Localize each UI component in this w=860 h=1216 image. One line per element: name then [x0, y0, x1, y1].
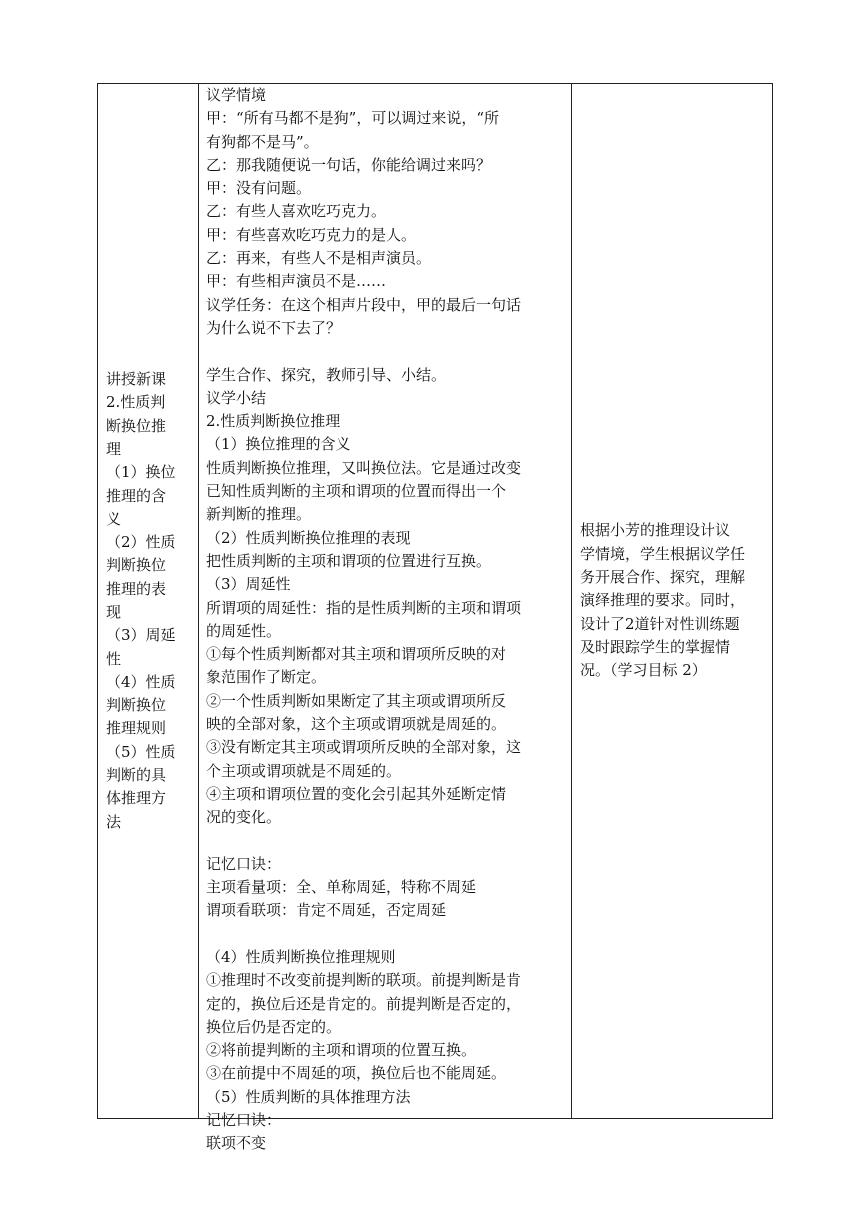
- content-line: ②一个性质判断如果断定了其主项或谓项所反: [206, 691, 507, 710]
- blank-line: [206, 830, 566, 853]
- content-line: 甲：有些相声演员不是……: [206, 272, 387, 291]
- section-outline-cell: [98, 84, 199, 1118]
- content-line: 有狗都不是马”。: [206, 132, 319, 151]
- content-line: 议学情境: [206, 86, 267, 104]
- outline-line: 现: [106, 603, 122, 621]
- content-line: （2）性质判断换位推理的表现: [206, 528, 411, 547]
- content-line: （5）性质判断的具体推理方法: [206, 1087, 411, 1106]
- content-line: 乙：有些人喜欢吃巧克力。: [206, 202, 387, 221]
- outline-line: 推理规则: [106, 719, 167, 738]
- intent-line: 设计了2道针对性训练题: [580, 614, 740, 633]
- content-line: ④主项和谓项位置的变化会引起其外延断定情: [206, 784, 507, 803]
- intent-line: 根据小芳的推理设计议: [580, 521, 731, 540]
- content-line: 2.性质判断换位推理: [206, 412, 341, 431]
- outline-line: （3）周延: [106, 626, 176, 645]
- content-line: 乙：那我随便说一句话，你能给调过来吗？: [206, 155, 492, 174]
- content-line: ②将前提判断的主项和谓项的位置互换。: [206, 1041, 477, 1060]
- content-line: 学生合作、探究，教师引导、小结。: [206, 365, 447, 384]
- outline-line: 推理的表: [106, 579, 167, 598]
- section-outline-text: [106, 368, 195, 834]
- content-line: 为什么说不下去了？: [206, 318, 342, 337]
- intent-line: 务开展合作、探究，理解: [580, 568, 746, 587]
- content-line: 议学任务：在这个相声片段中，甲的最后一句话: [206, 295, 522, 314]
- blank-line: [206, 340, 566, 363]
- content-line: 甲：没有问题。: [206, 179, 312, 198]
- outline-line: （5）性质: [106, 742, 176, 761]
- content-line: 定的，换位后还是肯定的。前提判断是否定的，: [206, 994, 522, 1013]
- content-line: 象范围作了断定。: [206, 668, 327, 687]
- content-line: 主项看量项：全、单称周延，特称不周延: [206, 878, 477, 897]
- content-line: 议学小结: [206, 388, 267, 407]
- content-line: 乙：再来，有些人不是相声演员。: [206, 249, 432, 268]
- design-intent-text: [580, 519, 766, 682]
- outline-line: 义: [106, 509, 122, 528]
- outline-line: 理: [106, 439, 122, 458]
- outline-line: 2.性质判: [106, 393, 166, 412]
- outline-line: （4）性质: [106, 672, 176, 691]
- lesson-table: [97, 83, 773, 1153]
- content-line: 甲：“所有马都不是狗”，可以调过来说，“所: [206, 109, 500, 128]
- outline-line: 断换位推: [106, 416, 167, 435]
- content-line: ③在前提中不周延的项，换位后也不能周延。: [206, 1064, 507, 1083]
- content-line: 性质判断换位推理，又叫换位法。它是通过改变: [206, 458, 522, 477]
- content-line: 的周延性。: [206, 621, 282, 640]
- content-line: （1）换位推理的含义: [206, 435, 351, 454]
- outline-line: 性: [106, 649, 122, 668]
- content-line: 记忆口诀：: [206, 854, 282, 873]
- outline-line: 讲授新课: [106, 370, 167, 389]
- content-line: 谓项看联项：肯定不周延，否定周延: [206, 901, 447, 920]
- outline-line: （2）性质: [106, 533, 176, 552]
- outline-line: （1）换位: [106, 463, 176, 482]
- content-line: 换位后仍是否定的。: [206, 1017, 342, 1036]
- content-line: ①推理时不改变前提判断的联项。前提判断是肯: [206, 971, 522, 990]
- intent-line: 及时跟踪学生的掌握情: [580, 637, 731, 656]
- content-line: 已知性质判断的主项和谓项的位置而得出一个: [206, 482, 507, 501]
- lesson-content-cell: [199, 84, 572, 1153]
- outline-line: 推理的含: [106, 486, 167, 505]
- intent-line: 况。（学习目标 2）: [580, 661, 707, 680]
- outline-line: 判断换位: [106, 696, 167, 715]
- content-line: ①每个性质判断都对其主项和谓项所反映的对: [206, 645, 507, 664]
- content-line: 映的全部对象，这个主项或谓项就是周延的。: [206, 715, 507, 734]
- outline-line: 判断的具: [106, 766, 167, 785]
- content-line: （4）性质判断换位推理规则: [206, 947, 396, 966]
- blank-line: [206, 923, 566, 946]
- content-line: 记忆口诀：: [206, 1111, 282, 1130]
- content-line: 况的变化。: [206, 808, 282, 827]
- design-intent-cell: [572, 84, 774, 1118]
- intent-line: 演绎推理的要求。同时，: [580, 591, 746, 610]
- outline-line: 法: [106, 812, 122, 831]
- content-line: 所谓项的周延性：指的是性质判断的主项和谓项: [206, 598, 522, 617]
- outline-line: 判断换位: [106, 556, 167, 575]
- content-line: 甲：有些喜欢吃巧克力的是人。: [206, 225, 417, 244]
- content-line: 个主项或谓项就是不周延的。: [206, 761, 402, 780]
- content-line: ③没有断定其主项或谓项所反映的全部对象，这: [206, 738, 522, 757]
- content-line: 新判断的推理。: [206, 505, 312, 524]
- content-line: （3）周延性: [206, 575, 291, 594]
- content-line: 把性质判断的主项和谓项的位置进行互换。: [206, 551, 492, 570]
- outline-line: 体推理方: [106, 789, 167, 808]
- content-line: 联项不变: [206, 1134, 267, 1153]
- intent-line: 学情境，学生根据议学任: [580, 544, 746, 563]
